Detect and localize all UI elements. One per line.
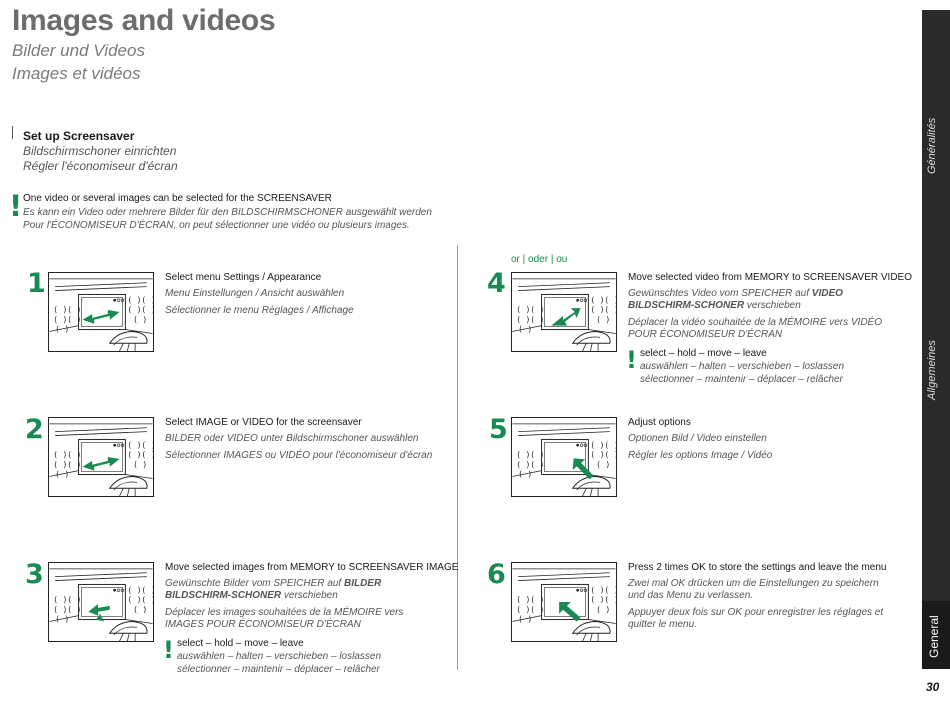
swap-arrows-icon <box>88 604 109 622</box>
step-text-de: BILDER oder VIDEO unter Bildschirmschoner auswählen <box>165 433 419 444</box>
attention-icon: ! <box>163 636 174 664</box>
pointer-arrow-icon <box>572 458 595 479</box>
intro-note-en: One video or several images can be selected for the SCREENSAVER <box>23 193 332 204</box>
column-divider <box>457 245 458 670</box>
intro-note-de: Es kann ein Video oder mehrere Bilder für den BILDSCHIRMSCHONER ausgewählt werden <box>23 207 432 218</box>
step-illustration <box>511 417 617 497</box>
step-illustration <box>48 562 154 642</box>
step-illustration <box>48 272 154 352</box>
step-number: 1 <box>27 268 46 299</box>
gesture-note-en: select – hold – move – leave <box>177 638 304 649</box>
step-text-de: Optionen Bild / Video einstellen <box>628 433 767 444</box>
page-number: 30 <box>926 680 940 694</box>
step-text-fr: Appuyer deux fois sur OK pour enregistrer les réglages et quitter le menu. <box>628 607 884 630</box>
step-illustration <box>48 417 154 497</box>
swap-arrows-icon <box>551 308 580 326</box>
step-text-en: Select menu Settings / Appearance <box>165 272 322 283</box>
step-text-fr: Régler les options Image / Vidéo <box>628 450 773 461</box>
intro-note-fr: Pour l'ÉCONOMISEUR D'ÉCRAN, on peut sélectionner une vidéo ou plusieurs images. <box>23 220 410 231</box>
sidebar-label-fr: Généralités <box>926 117 938 174</box>
step-number: 2 <box>25 414 44 445</box>
sidebar-label-de: Allgemeines <box>926 340 938 400</box>
step-text-fr: Déplacer la vidéo souhaitée de la MÉMOIRE vers VIDÉO POUR ÉCONOMISEUR D'ÉCRAN <box>628 317 882 340</box>
or-label: or | oder | ou <box>511 254 568 265</box>
step-text-en: Adjust options <box>628 417 691 428</box>
step-text-en: Move selected images from MEMORY to SCREENSAVER IMAGE <box>165 562 459 573</box>
step-illustration <box>511 562 617 642</box>
gesture-note-de: auswählen – halten – verschieben – loslassen <box>177 651 382 662</box>
section-title-fr: Régler l'économiseur d'écran <box>23 159 178 173</box>
step-text-fr: Sélectionner le menu Réglages / Affichage <box>165 305 354 316</box>
chapter-sidebar <box>922 10 950 669</box>
step-text-fr: Déplacer les images souhaitées de la MÉMOIRE vers IMAGES POUR ÉCONOMISEUR D'ÉCRAN <box>165 607 404 630</box>
attention-icon: ! <box>626 346 637 374</box>
page-subtitle-de: Bilder und Videos <box>12 41 145 60</box>
pointer-arrow-icon <box>559 602 580 622</box>
sidebar-label-en: General <box>927 615 941 658</box>
step-text-fr: Sélectionner IMAGES ou VIDÉO pour l'économiseur d'écran <box>165 450 433 461</box>
step-number: 5 <box>489 414 508 445</box>
section-title: Set up Screensaver <box>23 129 135 143</box>
step-text-de: Gewünschtes Video vom SPEICHER auf VIDEO BILDSCHIRM-SCHONER verschieben <box>628 288 843 311</box>
step-text-de: Zwei mal OK drücken um die Einstellungen zu speichern und das Menu zu verlassen. <box>628 578 879 601</box>
gesture-note-fr: sélectionner – maintenir – déplacer – relâcher <box>640 374 843 385</box>
gesture-note-fr: sélectionner – maintenir – déplacer – relâcher <box>177 664 380 675</box>
step-illustration <box>511 272 617 352</box>
page-title: Images and videos <box>12 4 276 37</box>
step-text-en: Select IMAGE or VIDEO for the screensaver <box>165 417 362 428</box>
attention-icon: ! <box>9 189 23 223</box>
step-number: 3 <box>25 559 44 590</box>
section-marker <box>12 126 13 139</box>
page-subtitle-fr: Images et vidéos <box>12 64 141 83</box>
step-number: 6 <box>487 559 506 590</box>
gesture-note-en: select – hold – move – leave <box>640 348 767 359</box>
gesture-note-de: auswählen – halten – verschieben – loslassen <box>640 361 845 372</box>
step-text-en: Press 2 times OK to store the settings and leave the menu <box>628 562 887 573</box>
step-text-de: Gewünschte Bilder vom SPEICHER auf BILDER BILDSCHIRM-SCHONER verschieben <box>165 578 382 601</box>
sidebar-active-tab[interactable] <box>922 601 950 669</box>
double-arrow-icon <box>82 457 119 471</box>
step-text-en: Move selected video from MEMORY to SCREENSAVER VIDEO <box>628 272 912 283</box>
step-text-de: Menu Einstellungen / Ansicht auswählen <box>165 288 345 299</box>
double-arrow-icon <box>82 310 119 324</box>
section-title-de: Bildschirmschoner einrichten <box>23 144 177 158</box>
step-number: 4 <box>487 268 506 299</box>
